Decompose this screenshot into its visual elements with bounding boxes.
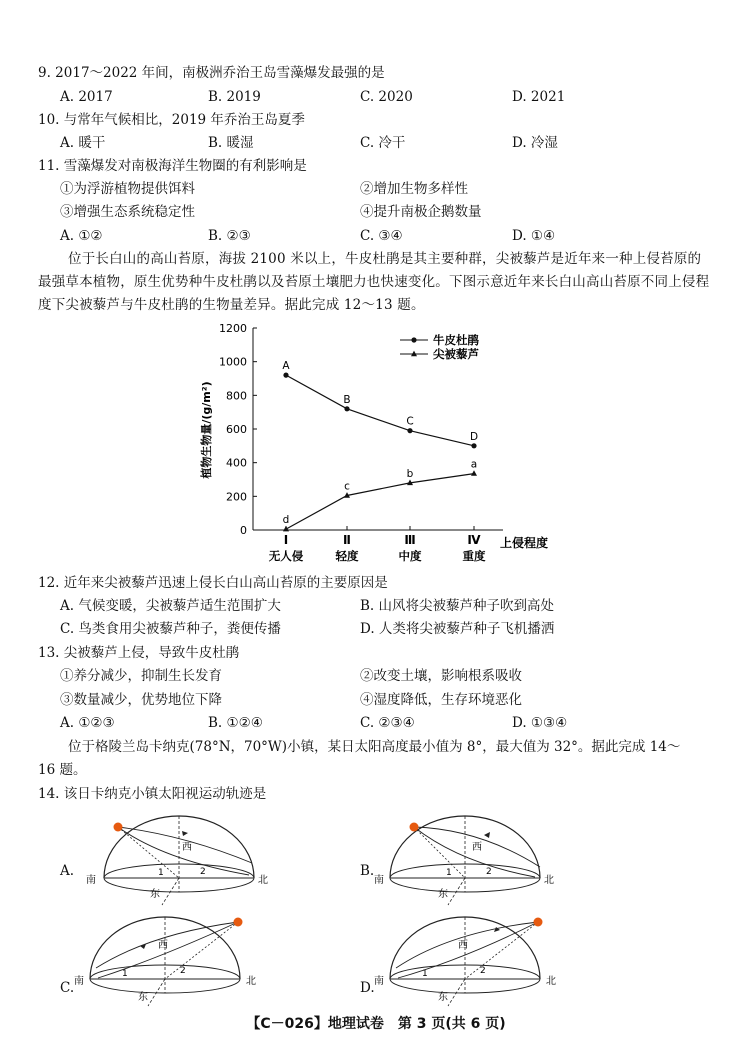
x-tick-label: Ⅱ xyxy=(343,533,351,547)
label-north: 北 xyxy=(544,875,554,886)
label-south: 南 xyxy=(374,875,384,886)
q10-option-d: D. 冷湿 xyxy=(512,135,558,151)
q13-option-d: D. ①③④ xyxy=(512,715,568,731)
label-angle-2: 2 xyxy=(486,867,492,877)
q14-letter-c: C. xyxy=(60,980,75,996)
label-east: 东 xyxy=(150,889,160,900)
label-south: 南 xyxy=(86,875,96,886)
q9-option-a: A. 2017 xyxy=(60,89,113,105)
sun-icon xyxy=(410,823,419,832)
q12-option-c: C. 鸟类食用尖被藜芦种子，粪便传播 xyxy=(60,621,281,637)
y-tick-label: 0 xyxy=(240,524,247,537)
q11-stem: 11. 雪藻爆发对南极海洋生物圈的有利影响是 xyxy=(38,158,307,174)
series-1 xyxy=(282,360,478,448)
legend-item-1 xyxy=(400,333,479,347)
y-axis-label: 植物生物量/(g/m²) xyxy=(200,381,213,479)
legend-marker xyxy=(411,337,416,342)
label-angle-1: 1 xyxy=(422,969,428,979)
y-tick-label: 400 xyxy=(226,456,247,470)
point-label: B xyxy=(343,393,351,406)
x-tick-sublabel: 轻度 xyxy=(335,549,359,563)
point-label: d xyxy=(282,514,290,527)
point-label: a xyxy=(470,458,478,471)
q14-letter-d: D. xyxy=(360,980,375,996)
x-tick-labels xyxy=(269,533,486,563)
q12-option-d: D. 人类将尖被藜芦种子飞机播洒 xyxy=(360,621,555,637)
legend-label: 尖被藜芦 xyxy=(433,347,479,361)
data-point xyxy=(344,406,349,411)
y-tick-label: 1200 xyxy=(219,322,247,335)
q9-option-c: C. 2020 xyxy=(360,89,413,105)
label-north: 北 xyxy=(546,976,556,987)
point-label: c xyxy=(344,480,350,493)
passage-kanak-line2: 16 题。 xyxy=(38,762,87,778)
q12-stem: 12. 近年来尖被藜芦迅速上侵长白山高山苔原的主要原因是 xyxy=(38,575,388,591)
q12-option-a: A. 气候变暖，尖被藜芦适生范围扩大 xyxy=(60,598,281,614)
q14-option-b xyxy=(360,813,560,900)
q12-option-b: B. 山风将尖被藜芦种子吹到高处 xyxy=(360,598,555,614)
label-south: 南 xyxy=(74,976,84,987)
x-tick-sublabel: 无人侵 xyxy=(268,549,304,563)
q13-option-b: B. ①②④ xyxy=(208,715,263,731)
q11-option-a: A. ①② xyxy=(60,228,103,244)
y-tick-labels xyxy=(219,322,247,537)
label-south: 南 xyxy=(374,976,384,987)
sun-path-diagram-a xyxy=(60,813,268,900)
label-east: 东 xyxy=(438,889,448,900)
y-tick-label: 200 xyxy=(226,490,247,504)
label-east: 东 xyxy=(438,992,448,1003)
point-label: C xyxy=(406,415,414,428)
label-angle-1: 1 xyxy=(122,969,128,979)
point-label: D xyxy=(469,430,479,443)
q9-stem: 9. 2017～2022 年间，南极洲乔治王岛雪藻爆发最强的是 xyxy=(38,65,385,81)
q11-option-d: D. ①④ xyxy=(512,228,556,244)
point-label: b xyxy=(406,467,414,480)
passage-kanak-line1: 位于格陵兰岛卡纳克(78°N，70°W)小镇，某日太阳高度最小值为 8°，最大值为 32°。据此完成 14～ xyxy=(68,739,681,755)
q10-option-a: A. 暖干 xyxy=(60,135,106,151)
series-line xyxy=(286,474,474,530)
q13-item-4: ④湿度降低，生存环境恶化 xyxy=(360,692,522,708)
y-tick-label: 600 xyxy=(226,423,247,436)
label-angle-2: 2 xyxy=(180,966,186,976)
label-angle-2: 2 xyxy=(200,867,206,877)
passage-changbai xyxy=(38,248,714,317)
q13-option-a: A. ①②③ xyxy=(60,715,115,731)
sun-icon xyxy=(534,918,543,927)
q14-option-d xyxy=(360,912,560,1003)
q11-item-4: ④提升南极企鹅数量 xyxy=(360,204,482,220)
data-point xyxy=(471,470,477,476)
q13-item-3: ③数量减少，优势地位下降 xyxy=(60,692,222,708)
y-tick-label: 1000 xyxy=(219,355,247,369)
label-angle-1: 1 xyxy=(446,868,452,878)
sun-path-diagram-d xyxy=(360,912,560,1003)
data-point xyxy=(407,428,412,433)
q13-item-1: ①养分减少，抑制生长发育 xyxy=(60,668,222,684)
label-north: 北 xyxy=(258,875,268,886)
x-tick-label: Ⅳ xyxy=(467,533,481,547)
legend-marker xyxy=(411,351,417,357)
data-point xyxy=(283,373,288,378)
label-west: 西 xyxy=(182,842,192,853)
q14-option-a xyxy=(60,813,268,900)
q14-letter-b: B. xyxy=(360,863,375,879)
chart-legend xyxy=(400,333,479,361)
label-west: 西 xyxy=(472,842,482,853)
data-point xyxy=(471,443,476,448)
q14-option-c xyxy=(60,912,260,1003)
x-tick-label: Ⅲ xyxy=(404,533,416,547)
q13-option-c: C. ②③④ xyxy=(360,715,415,731)
y-tick-label: 800 xyxy=(226,389,247,403)
sun-path-diagram-c xyxy=(60,912,260,1003)
x-tick-label: Ⅰ xyxy=(283,533,289,547)
chart-series xyxy=(282,360,478,531)
q13-stem: 13. 尖被藜芦上侵，导致牛皮杜鹃 xyxy=(38,645,240,661)
q9-option-b: B. 2019 xyxy=(208,89,261,105)
label-west: 西 xyxy=(458,940,468,951)
q14-stem: 14. 该日卡纳克小镇太阳视运动轨迹是 xyxy=(38,786,267,802)
label-west: 西 xyxy=(158,940,168,951)
q13-item-2: ②改变土壤，影响根系吸收 xyxy=(360,668,522,684)
page-footer: 【C－026】地理试卷 第 3 页(共 6 页) xyxy=(246,1016,506,1032)
x-tick-sublabel: 中度 xyxy=(398,549,422,563)
legend-item-2 xyxy=(400,347,479,361)
series-line xyxy=(286,375,474,446)
legend-label: 牛皮杜鹃 xyxy=(433,333,479,347)
q11-option-c: C. ③④ xyxy=(360,228,403,244)
q11-option-b: B. ②③ xyxy=(208,228,251,244)
q10-option-c: C. 冷干 xyxy=(360,135,406,151)
series-2 xyxy=(283,459,478,532)
q9-option-d: D. 2021 xyxy=(512,89,566,105)
sun-icon xyxy=(234,918,243,927)
q11-item-2: ②增加生物多样性 xyxy=(360,181,468,197)
label-north: 北 xyxy=(246,976,256,987)
q11-item-1: ①为浮游植物提供饵料 xyxy=(60,181,195,197)
label-angle-2: 2 xyxy=(480,966,486,976)
label-angle-1: 1 xyxy=(158,868,164,878)
x-axis-label: 上侵程度 xyxy=(500,536,549,550)
sun-icon xyxy=(114,823,123,832)
label-east: 东 xyxy=(138,992,148,1003)
passage-changbai-text: 位于长白山的高山苔原，海拔 2100 米以上，牛皮杜鹃是其主要种群，尖被藜芦是近年来一种上侵苔原的最强草本植物，原生优势种牛皮杜鹃以及苔原土壤肥力也快速变化。下图示意近年来长白山高山苔原不同上侵程度下尖被藜芦与牛皮杜鹃的生物量差异。据此完成 12～13 题。 xyxy=(38,251,710,313)
q11-item-3: ③增强生态系统稳定性 xyxy=(60,204,195,220)
x-tick-sublabel: 重度 xyxy=(462,549,486,563)
biomass-line-chart xyxy=(190,318,570,570)
q10-stem: 10. 与常年气候相比，2019 年乔治王岛夏季 xyxy=(38,112,305,128)
q10-option-b: B. 暖湿 xyxy=(208,135,254,151)
q14-letter-a: A. xyxy=(60,863,75,879)
point-label: A xyxy=(282,360,290,373)
sun-path-diagram-b xyxy=(360,813,560,900)
